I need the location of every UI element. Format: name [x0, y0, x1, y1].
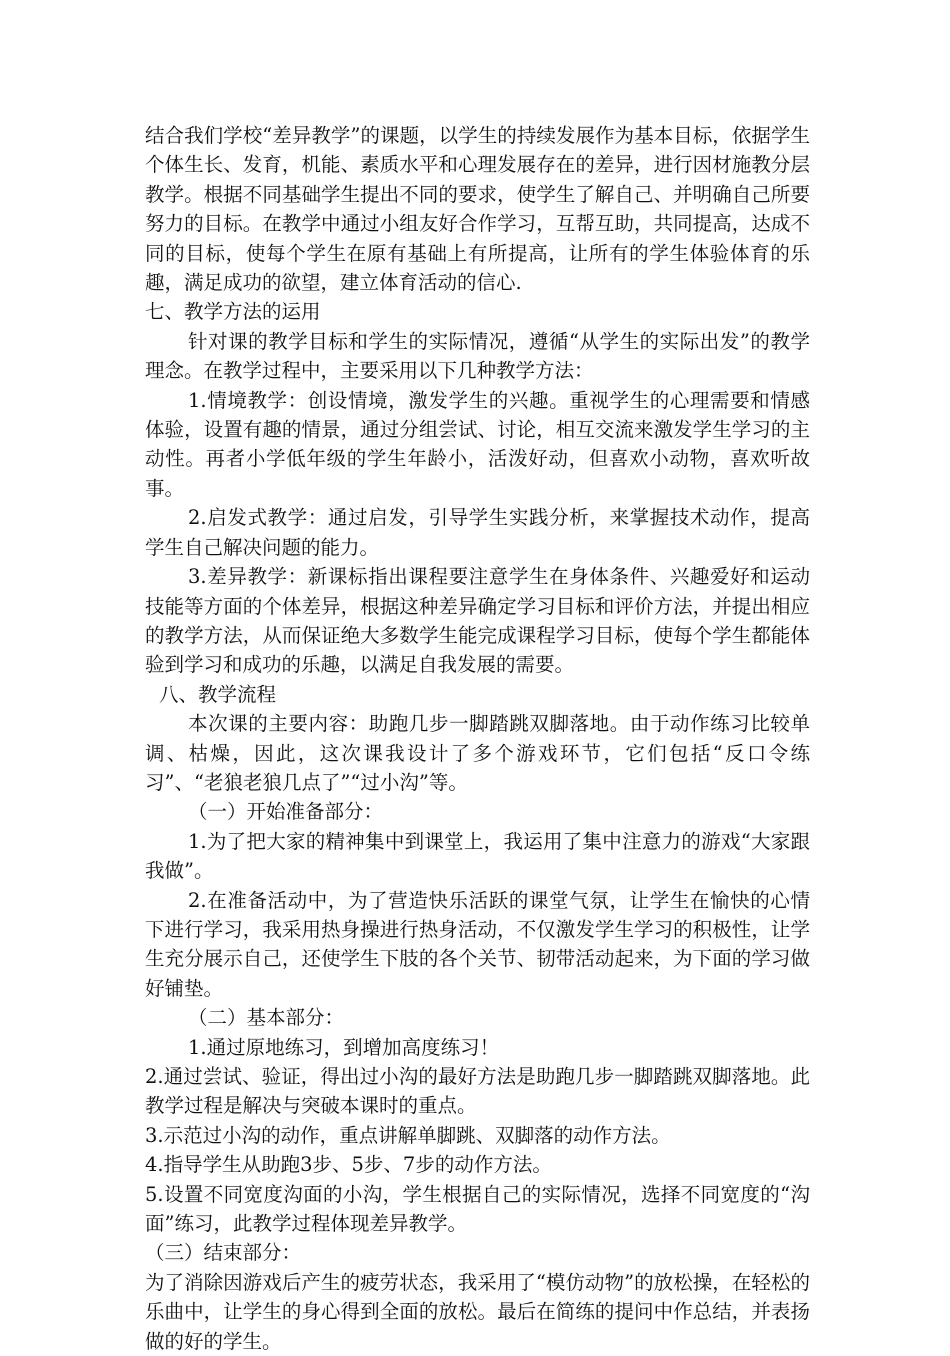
paragraph-methods-intro: 针对课的教学目标和学生的实际情况，遵循“从学生的实际出发”的教学理念。在教学过程中，主要采用以下几种教学方法： [145, 329, 810, 383]
paragraph-method-2: 2.启发式教学：通过启发，引导学生实践分析，来掌握技术动作，提高学生自己解决问题的能力。 [145, 506, 810, 559]
paragraph-part-2-item-4: 4.指导学生从助跑3步、5步、7步的动作方法。 [145, 1153, 552, 1177]
paragraph-part-1-item-2: 2.在准备活动中，为了营造快乐活跃的课堂气氛，让学生在愉快的心情下进行学习，我采用热身操进行热身活动，不仅激发学生学习的积极性，让学生充分展示自己，还使学生下肢的各个关节、韧带活动起来，为下面的学习做好铺垫。 [145, 888, 810, 1000]
paragraph-method-3: 3.差异教学：新课标指出课程要注意学生在身体条件、兴趣爱好和运动技能等方面的个体差异，根据这种差异确定学习目标和评价方法，并提出相应的教学方法，从而保证绝大多数学生能完成课程学习目标，使每个学生都能体验到学习和成功的乐趣，以满足自我发展的需要。 [145, 565, 810, 677]
document-body [145, 121, 810, 1356]
paragraph-part-2-item-5: 5.设置不同宽度沟面的小沟，学生根据自己的实际情况，选择不同宽度的“沟面”练习，此教学过程体现差异教学。 [145, 1182, 810, 1236]
subheading-part-3: （三）结束部分： [145, 1241, 302, 1265]
subheading-part-2: （二）基本部分： [188, 1006, 345, 1030]
paragraph-part-3-body: 为了消除因游戏后产生的疲劳状态，我采用了“模仿动物”的放松操，在轻松的乐曲中，让学生的身心得到全面的放松。最后在简练的提问中作总结，并表扬做的好的学生。 [145, 1270, 810, 1353]
paragraph-part-2-item-3: 3.示范过小沟的动作，重点讲解单脚跳、双脚落的动作方法。 [145, 1123, 671, 1147]
paragraph-method-1: 1.情境教学：创设情境，激发学生的兴趣。重视学生的心理需要和情感体验，设置有趣的情景，通过分组尝试、讨论，相互交流来激发学生学习的主动性。再者小学低年级的学生年龄小，活泼好动，但喜欢小动物，喜欢听故事。 [145, 388, 810, 500]
heading-section-7: 七、教学方法的运用 [145, 300, 321, 324]
paragraph-part-2-item-1: 1.通过原地练习，到增加高度练习！ [188, 1035, 500, 1059]
paragraph-part-1-item-1: 1.为了把大家的精神集中到课堂上，我运用了集中注意力的游戏“大家跟我做”。 [145, 829, 810, 883]
subheading-part-1: （一）开始准备部分： [188, 800, 384, 824]
paragraph-school-topic: 结合我们学校“差异教学”的课题，以学生的持续发展作为基本目标，依据学生个体生长、发育，机能、素质水平和心理发展存在的差异，进行因材施教分层教学。根据不同基础学生提出不同的要求，使学生了解自己、并明确自己所要努力的目标。在教学中通过小组友好合作学习，互帮互助，共同提高，达成不同的目标，使每个学生在原有基础上有所提高，让所有的学生体验体育的乐趣，满足成功的欲望，建立体育活动的信心. [145, 124, 810, 295]
paragraph-part-2-item-2: 2.通过尝试、验证，得出过小沟的最好方法是助跑几步一脚踏跳双脚落地。此教学过程是解决与突破本课时的重点。 [145, 1065, 810, 1118]
heading-section-8: 八、教学流程 [159, 682, 277, 706]
paragraph-flow-intro: 本次课的主要内容：助跑几步一脚踏跳双脚落地。由于动作练习比较单调、枯燥，因此，这次课我设计了多个游戏环节，它们包括“反口令练习”、“老狼老狼几点了”“过小沟”等。 [145, 712, 810, 794]
